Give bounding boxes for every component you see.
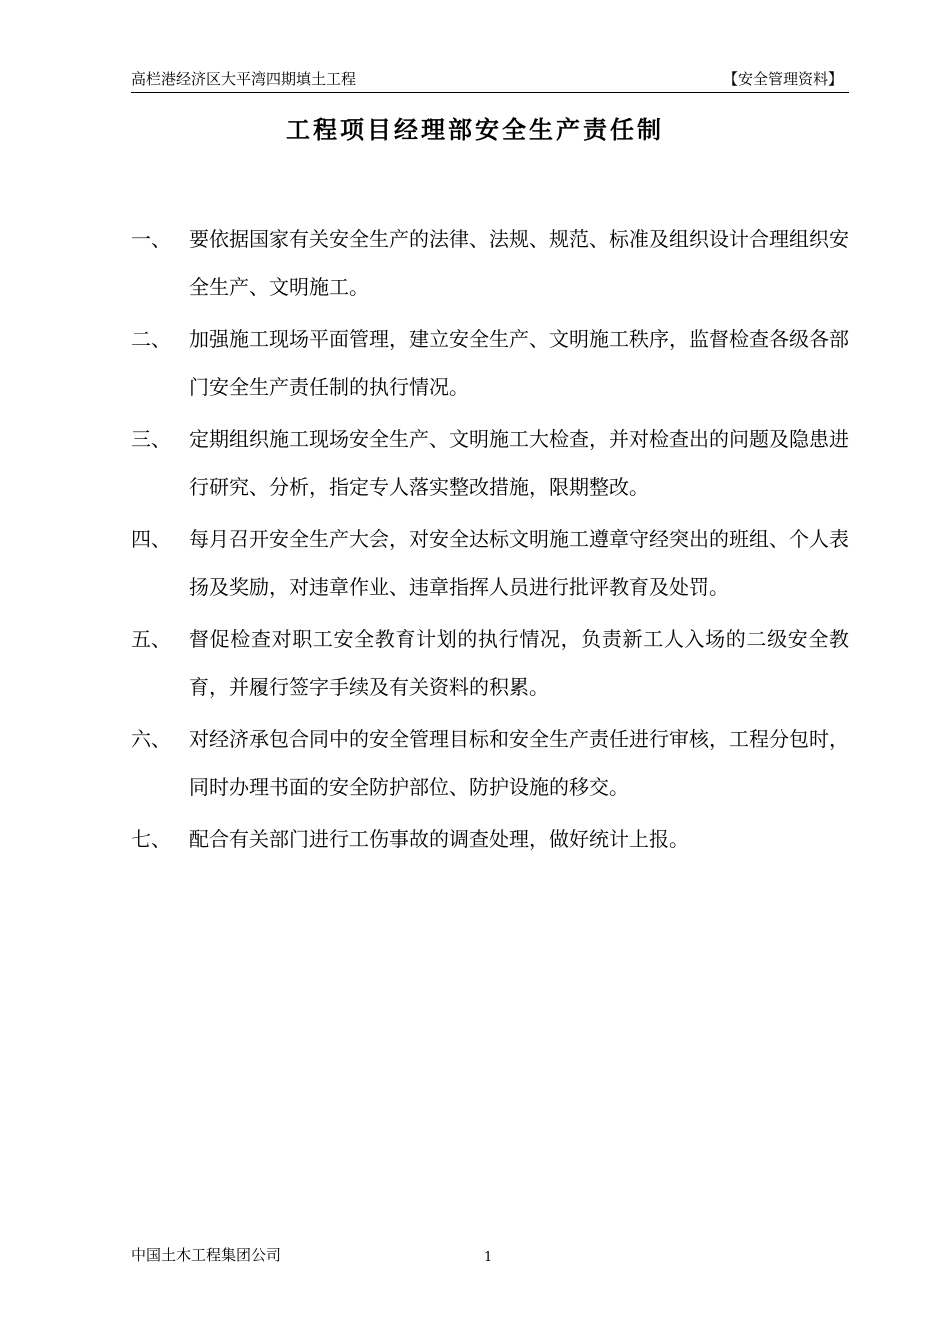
item-text: 督促检查对职工安全教育计划的执行情况，负责新工人入场的二级安全教育，并履行签字手续及有关资料的积累。: [189, 627, 849, 699]
item-text: 加强施工现场平面管理，建立安全生产、文明施工秩序，监督检查各级各部门安全生产责任制的执行情况。: [189, 327, 849, 399]
list-item: [131, 815, 849, 863]
item-text: 每月召开安全生产大会，对安全达标文明施工遵章守经突出的班组、个人表扬及奖励，对违章作业、违章指挥人员进行批评教育及处罚。: [189, 527, 849, 599]
item-number: 七、: [131, 827, 171, 851]
document-title: 工程项目经理部安全生产责任制: [286, 116, 664, 144]
list-item: [131, 215, 849, 311]
list-item: [131, 415, 849, 511]
list-item: [131, 315, 849, 411]
item-text: 配合有关部门进行工伤事故的调查处理，做好统计上报。: [189, 827, 689, 851]
page-header: [131, 66, 849, 93]
item-text: 定期组织施工现场安全生产、文明施工大检查，并对检查出的问题及隐患进行研究、分析，指定专人落实整改措施，限期整改。: [189, 427, 849, 499]
item-number: 五、: [131, 627, 171, 651]
list-item: [131, 515, 849, 611]
item-number: 六、: [131, 727, 171, 751]
item-text: 对经济承包合同中的安全管理目标和安全生产责任进行审核，工程分包时，同时办理书面的安全防护部位、防护设施的移交。: [189, 727, 849, 799]
page-number: 1: [484, 1250, 493, 1265]
header-project-name: 高栏港经济区大平湾四期填土工程: [131, 70, 357, 88]
item-text: 要依据国家有关安全生产的法律、法规、规范、标准及组织设计合理组织安全生产、文明施工。: [189, 227, 849, 299]
list-item: [131, 615, 849, 711]
item-number: 一、: [131, 227, 171, 251]
responsibility-list: [131, 215, 849, 867]
footer-company-name: 中国土木工程集团公司: [131, 1246, 282, 1264]
header-category: 【安全管理资料】: [722, 70, 843, 88]
item-number: 三、: [131, 427, 171, 451]
list-item: [131, 715, 849, 811]
item-number: 二、: [131, 327, 171, 351]
item-number: 四、: [131, 527, 171, 551]
